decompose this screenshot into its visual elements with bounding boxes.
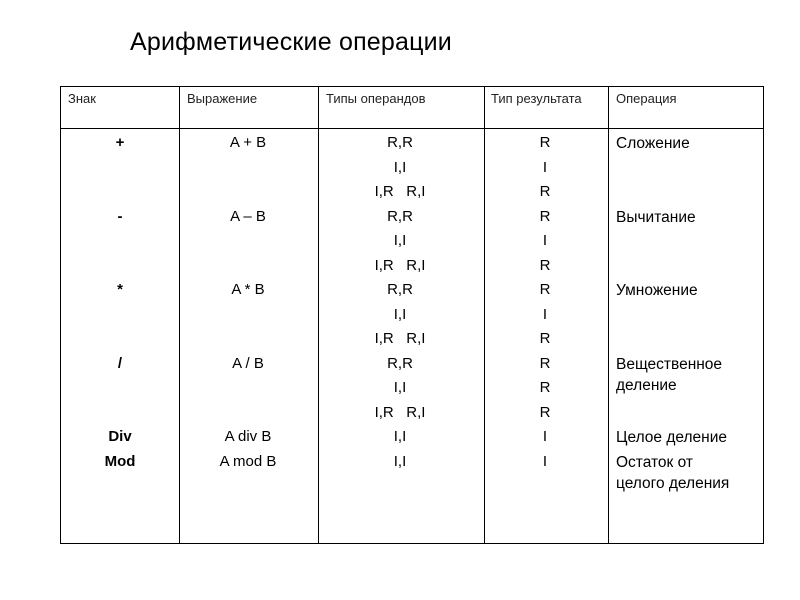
sign-cell: + xyxy=(115,134,125,151)
operand-types-cell: I,R R,I xyxy=(374,403,426,421)
sign-cell: * xyxy=(117,281,123,298)
column-divider xyxy=(484,86,485,544)
operand-types-cell: R,R xyxy=(387,354,413,372)
header-sign: Знак xyxy=(68,91,96,106)
operation-cell: Остаток от целого деления xyxy=(616,453,730,492)
operand-types-cell: R,R xyxy=(387,281,413,298)
sign-cell: - xyxy=(117,207,123,225)
result-type-cell: I xyxy=(542,158,548,176)
expression-cell: A + B xyxy=(229,134,267,151)
operand-types-cell: I,I xyxy=(393,232,407,249)
column-divider xyxy=(608,86,609,544)
expression-cell: A – B xyxy=(230,207,266,225)
result-type-cell: R xyxy=(539,281,551,298)
column-divider xyxy=(179,86,180,544)
operation-cell: Сложение xyxy=(616,135,690,152)
result-type-cell: R xyxy=(539,183,551,200)
operand-types-cell: I,R R,I xyxy=(374,330,426,347)
operation-cell: Вычитание xyxy=(616,208,696,226)
header-operation: Операция xyxy=(616,91,677,106)
result-type-cell: R xyxy=(539,207,551,225)
operand-types-cell: I,R R,I xyxy=(374,183,426,200)
expression-cell: A div B xyxy=(224,428,272,445)
result-type-cell: R xyxy=(539,379,551,396)
column-divider xyxy=(318,86,319,544)
operand-types-cell: I,I xyxy=(393,158,407,176)
operand-types-cell: I,I xyxy=(393,452,407,470)
operand-types-cell: I,I xyxy=(393,379,407,396)
operand-types-cell: I,I xyxy=(393,305,407,323)
result-type-cell: R xyxy=(539,256,551,274)
result-type-cell: I xyxy=(542,428,548,445)
header-divider xyxy=(60,128,764,129)
sign-cell: / xyxy=(117,354,123,372)
result-type-cell: R xyxy=(539,403,551,421)
operand-types-cell: I,I xyxy=(393,428,407,445)
result-type-cell: I xyxy=(542,232,548,249)
operation-cell: Умножение xyxy=(616,282,698,299)
header-result-type: Тип результата xyxy=(491,91,582,106)
header-operand-types: Типы операндов xyxy=(326,91,426,106)
result-type-cell: I xyxy=(542,305,548,323)
operand-types-cell: I,R R,I xyxy=(374,256,426,274)
result-type-cell: R xyxy=(539,330,551,347)
operation-cell: Целое деление xyxy=(616,429,727,446)
expression-cell: A / B xyxy=(232,354,264,372)
expression-cell: A * B xyxy=(231,281,265,298)
operation-cell: Вещественное деление xyxy=(616,355,723,394)
operand-types-cell: R,R xyxy=(387,134,413,151)
page-title: Арифметические операции xyxy=(130,28,452,56)
sign-cell: Div xyxy=(108,428,132,445)
result-type-cell: R xyxy=(539,354,551,372)
result-type-cell: I xyxy=(542,452,548,470)
expression-cell: A mod B xyxy=(219,452,277,470)
sign-cell: Mod xyxy=(104,452,136,470)
result-type-cell: R xyxy=(539,134,551,151)
header-expression: Выражение xyxy=(187,91,258,106)
operand-types-cell: R,R xyxy=(387,207,413,225)
